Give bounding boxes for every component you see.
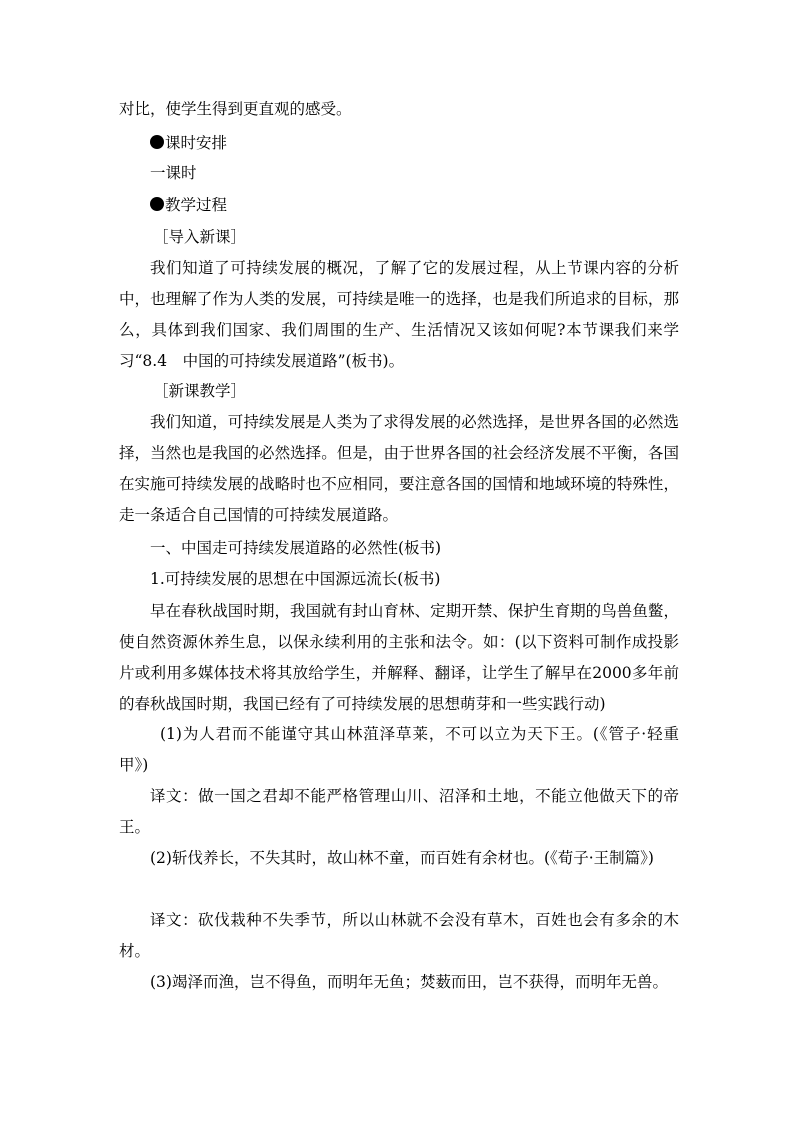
bullet-icon <box>150 135 164 149</box>
heading-class-time <box>119 128 710 159</box>
heading-new-lesson: ［新课教学］ <box>153 382 247 400</box>
paragraph-continuation: 对比，使学生得到更直观的感受。 <box>119 100 352 118</box>
quote-3: (3)竭泽而渔，岂不得鱼，而明年无鱼；焚薮而田，岂不获得，而明年无兽。 <box>150 973 668 991</box>
paragraph-history: 早在春秋战国时期，我国就有封山育林、定期开禁、保护生育期的鸟兽鱼鳖，使自然资源休养生息，以保永续利用的主张和法令。如：(以下资料可制作成投影片或利用多媒体技术将其放给学生，并解释、翻译，让学生了解早在2000多年前的春秋战国时期，我国已经有了可持续发展的思想萌芽和一些实践行动) <box>119 602 679 713</box>
heading-teaching-process <box>119 190 710 221</box>
heading-intro: ［导入新课］ <box>153 228 247 246</box>
quote-2: (2)斩伐养长，不失其时，故山林不童，而百姓有余材也。(《荀子·王制篇》) <box>150 849 654 867</box>
heading-class-time-text: 课时安排 <box>165 134 228 152</box>
heading-teaching-process-text: 教学过程 <box>165 196 228 214</box>
bullet-icon <box>150 197 164 211</box>
heading-section-1-1: 1.可持续发展的思想在中国源远流长(板书) <box>150 570 441 588</box>
paragraph-intro: 我们知道了可持续发展的概况，了解了它的发展过程，从上节课内容的分析中，也理解了作为人类的发展，可持续是唯一的选择，也是我们所追求的目标，那么，具体到我们国家、我们周围的生产、生活情况又该如何呢?本节课我们来学习“8.4 中国的可持续发展道路”(板书)。 <box>119 259 679 370</box>
translation-1: 译文：做一国之君却不能严格管理山川、沼泽和土地，不能立他做天下的帝王。 <box>119 787 679 836</box>
heading-section-1: 一、中国走可持续发展道路的必然性(板书) <box>150 539 442 557</box>
paragraph-new-lesson: 我们知道，可持续发展是人类为了求得发展的必然选择，是世界各国的必然选择，当然也是我国的必然选择。但是，由于世界各国的社会经济发展不平衡，各国在实施可持续发展的战略时也不应相同，要注意各国的国情和地域环境的特殊性，走一条适合自己国情的可持续发展道路。 <box>119 413 679 524</box>
quote-1: (1)为人君而不能谨守其山林菹泽草莱，不可以立为天下王。(《管子·轻重甲》) <box>119 725 679 774</box>
class-time-value: 一课时 <box>150 164 197 182</box>
translation-2: 译文：砍伐栽种不失季节，所以山林就不会没有草木，百姓也会有多余的木材。 <box>119 911 679 960</box>
